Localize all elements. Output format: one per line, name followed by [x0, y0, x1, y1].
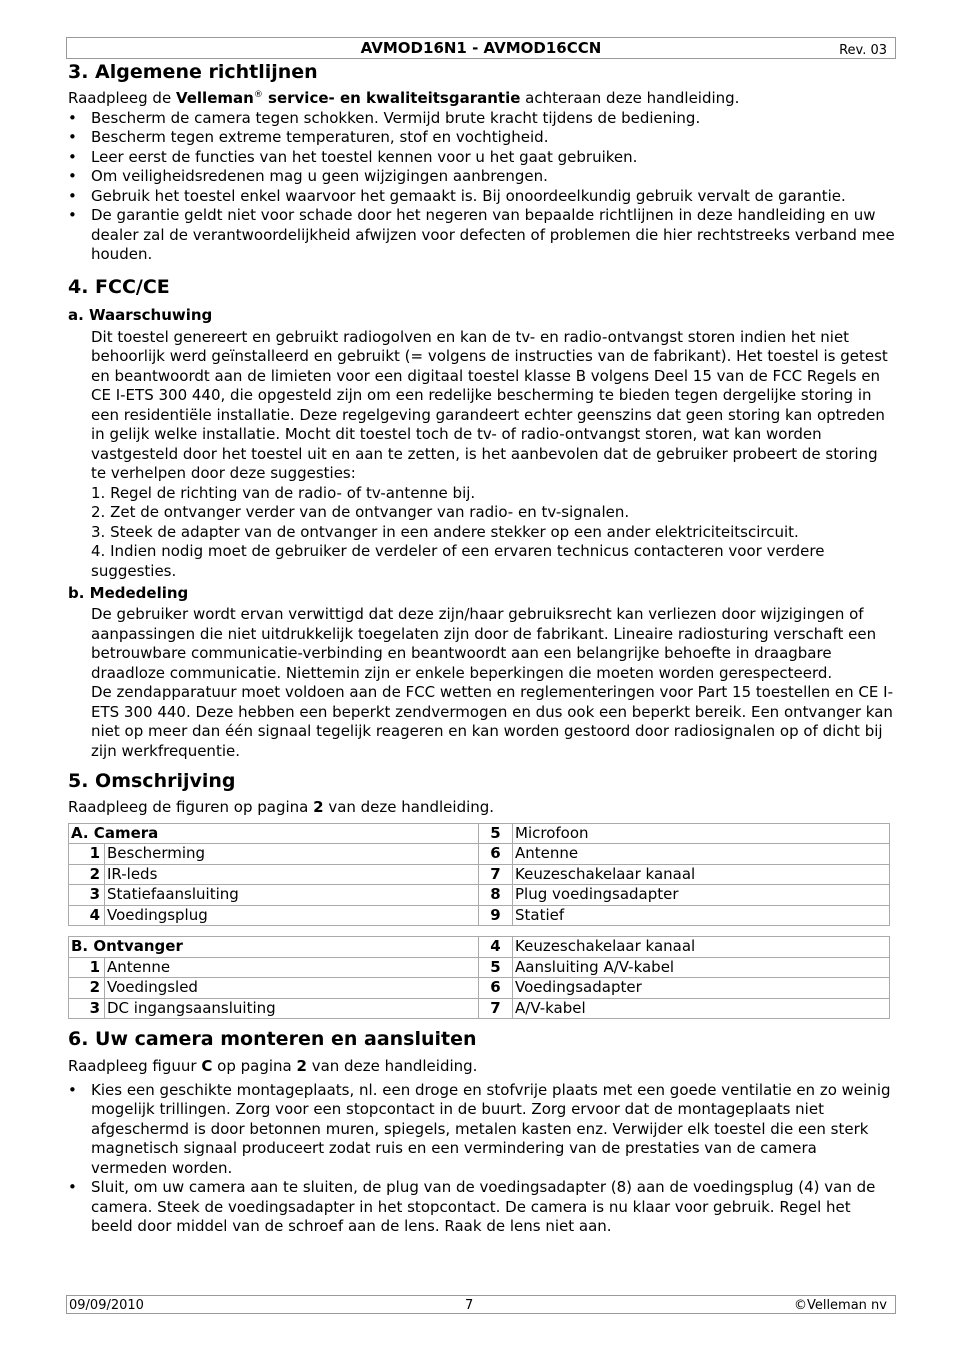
part-number: 4 [479, 937, 513, 958]
list-item: • Bescherm de camera tegen schokken. Vermijd brute kracht tijdens de bediening. [68, 109, 896, 129]
section-4-title: 4. FCC/CE [68, 275, 170, 298]
list-item: • Leer eerst de functies van het toestel kennen voor u het gaat gebruiken. [68, 148, 896, 168]
intro-text-end: van deze handleiding. [306, 1057, 478, 1075]
part-number: 8 [479, 885, 513, 906]
part-label: Antenne [105, 957, 479, 978]
table-header: A. Camera [69, 823, 479, 844]
warning-text: Dit toestel genereert en gebruikt radiogolven en kan de tv- en radio-ontvangst storen indien het niet behoorlijk werd geïnstalleerd en gebruikt (= volgens de instructies van de fabrikant). Het toestel is getest en beantwoordt aan de limieten voor een digitaal toestel klasse B volgens Deel 15 van de FCC Regels en CE I-ETS 300 440, die opgesteld zijn om een redelijke bescherming te bieden tegen dergelijke storing in een residentiële installatie. Deze regelgeving garandeert echter geenszins dat geen storing kan optreden in gelijk welke installatie. Mocht dit toestel toch de tv- of radio-ontvangst storen, wat kan worden vastgesteld door het toestel uit en aan te zetten, is het aanbevolen dat de gebruiker probeert de storing te verhelpen door deze suggesties: [91, 327, 888, 482]
part-label: Plug voedingsadapter [513, 885, 890, 906]
part-number: 6 [479, 844, 513, 865]
table-row [69, 998, 890, 1019]
table-row [69, 937, 890, 958]
revision-label: Rev. 03 [839, 43, 887, 58]
footer-date: 09/09/2010 [69, 1298, 144, 1313]
part-label: Voedingsplug [105, 905, 479, 926]
table-row [69, 864, 890, 885]
brand-name: Velleman [175, 89, 254, 107]
notice-title: b. Mededeling [68, 584, 189, 602]
camera-parts-table [68, 823, 890, 927]
warning-step: 1. Regel de richting van de radio- of tv-antenne bij. [91, 483, 476, 502]
page [66, 37, 896, 1237]
list-item: • De garantie geldt niet voor schade door het negeren van bepaalde richtlijnen in deze handleiding en uw dealer zal de verantwoordelijkheid afwijzen voor defecten of problemen die hier rechtstreeks verband mee houden. [68, 206, 896, 265]
model-title: AVMOD16N1 - AVMOD16CCN [360, 39, 602, 57]
part-label: IR-leds [105, 864, 479, 885]
part-label: Microfoon [513, 823, 890, 844]
table-row [69, 823, 890, 844]
section-3-list [68, 109, 896, 265]
table-row [69, 844, 890, 865]
notice-text: De gebruiker wordt ervan verwittigd dat deze zijn/haar gebruiksrecht kan verliezen door wijzigingen of aanpassingen die niet uitdrukkelijk toegelaten zijn door de fabrikant. Lineaire radiosturing verschaft een betrouwbare communicatie-verbinding en beantwoordt aan een belangrijke behoefte in draagbare draadloze communicatie. Niettemin zijn er enkele beperkingen die moeten worden gerespecteerd. [91, 605, 877, 682]
receiver-parts-table [68, 936, 890, 1019]
list-item: • Om veiligheidsredenen mag u geen wijzigingen aanbrengen. [68, 167, 896, 187]
warning-title: a. Waarschuwing [68, 305, 213, 324]
table-header: B. Ontvanger [69, 937, 479, 958]
figure-ref: C [201, 1057, 213, 1075]
part-number: 5 [479, 957, 513, 978]
registered-mark: ® [253, 90, 263, 100]
warning-step: 4. Indien nodig moet de gebruiker de verdeler of een ervaren technicus contacteren voor verdere suggesties. [91, 542, 825, 580]
part-label: Voedingsled [105, 978, 479, 999]
part-number: 1 [69, 844, 105, 865]
part-number: 3 [69, 998, 105, 1019]
part-number: 9 [479, 905, 513, 926]
footer-copyright: ©Velleman nv [793, 1298, 887, 1313]
part-label: Statiefaansluiting [105, 885, 479, 906]
guarantee-name: service- en kwaliteitsgarantie [262, 89, 521, 107]
part-number: 6 [479, 978, 513, 999]
part-number: 7 [479, 864, 513, 885]
part-number: 1 [69, 957, 105, 978]
intro-text-mid: op pagina [212, 1057, 297, 1075]
part-label: Antenne [513, 844, 890, 865]
intro-text: Raadpleeg de [68, 89, 176, 107]
part-number: 5 [479, 823, 513, 844]
section-6-title: 6. Uw camera monteren en aansluiten [68, 1028, 477, 1050]
list-item: • Kies een geschikte montageplaats, nl. een droge en stofvrije plaats met een goede ventilatie en zo weinig mogelijk trillingen. Zorg voor een stopcontact in de buurt. Zorg ervoor dat de montageplaats niet afgeschermd is door betonnen muren, spiegels, metalen kasten enz. Verwijder elk toestel die een sterk magnetisch signaal produceert zodat ruis en een vermindering van de prestaties van de camera vermeden worden. [68, 1081, 896, 1179]
section-3-intro [68, 89, 896, 109]
page-ref: 2 [313, 798, 324, 816]
part-label: Statief [513, 905, 890, 926]
page-footer [66, 1295, 896, 1314]
table-row [69, 905, 890, 926]
warning-step: 3. Steek de adapter van de ontvanger in een andere stekker op een ander elektriciteitscircuit. [91, 522, 799, 541]
part-label: Keuzeschakelaar kanaal [513, 864, 890, 885]
section-6-list [68, 1081, 896, 1237]
intro-text: Raadpleeg figuur [68, 1057, 202, 1075]
part-number: 2 [69, 864, 105, 885]
part-number: 3 [69, 885, 105, 906]
part-label: DC ingangsaansluiting [105, 998, 479, 1019]
list-item: • Bescherm tegen extreme temperaturen, stof en vochtigheid. [68, 128, 896, 148]
table-row [69, 978, 890, 999]
table-row [69, 957, 890, 978]
section-5-intro [68, 798, 896, 818]
page-ref: 2 [296, 1057, 307, 1075]
page-number: 7 [465, 1298, 474, 1313]
list-item: • Sluit, om uw camera aan te sluiten, de plug van de voedingsadapter (8) aan de voedingsplug (4) van de camera. Steek de voedingsadapter in het stopcontact. De camera is nu klaar voor gebruik. Regel het beeld door middel van de schroef aan de lens. Raak de lens niet aan. [68, 1178, 896, 1237]
list-item: • Gebruik het toestel enkel waarvoor het gemaakt is. Bij onoordeelkundig gebruik vervalt de garantie. [68, 187, 896, 207]
intro-text: Raadpleeg de figuren op pagina [68, 798, 314, 816]
part-number: 4 [69, 905, 105, 926]
part-label: Bescherming [105, 844, 479, 865]
page-header [66, 37, 896, 59]
intro-text-end: achteraan deze handleiding. [520, 89, 740, 107]
part-number: 7 [479, 998, 513, 1019]
section-5-title: 5. Omschrijving [68, 770, 236, 792]
part-label: Aansluiting A/V-kabel [513, 957, 890, 978]
part-label: Voedingsadapter [513, 978, 890, 999]
section-6-intro [68, 1057, 896, 1077]
section-3-title: 3. Algemene richtlijnen [68, 61, 318, 83]
intro-text-end: van deze handleiding. [323, 798, 495, 816]
table-row [69, 885, 890, 906]
warning-step: 2. Zet de ontvanger verder van de ontvanger van radio- en tv-signalen. [91, 503, 630, 521]
notice-text: De zendapparatuur moet voldoen aan de FCC wetten en reglementeringen voor Part 15 toestellen en CE I-ETS 300 440. Deze hebben een beperkt zendvermogen en dus ook een beperkt bereik. Een ontvanger kan niet op meer dan één signaal tegelijk reageren en kan worden gestoord door radiosignalen op of dicht bij zijn werkfrequentie. [91, 683, 893, 760]
part-number: 2 [69, 978, 105, 999]
part-label: Keuzeschakelaar kanaal [513, 937, 890, 958]
part-label: A/V-kabel [513, 998, 890, 1019]
